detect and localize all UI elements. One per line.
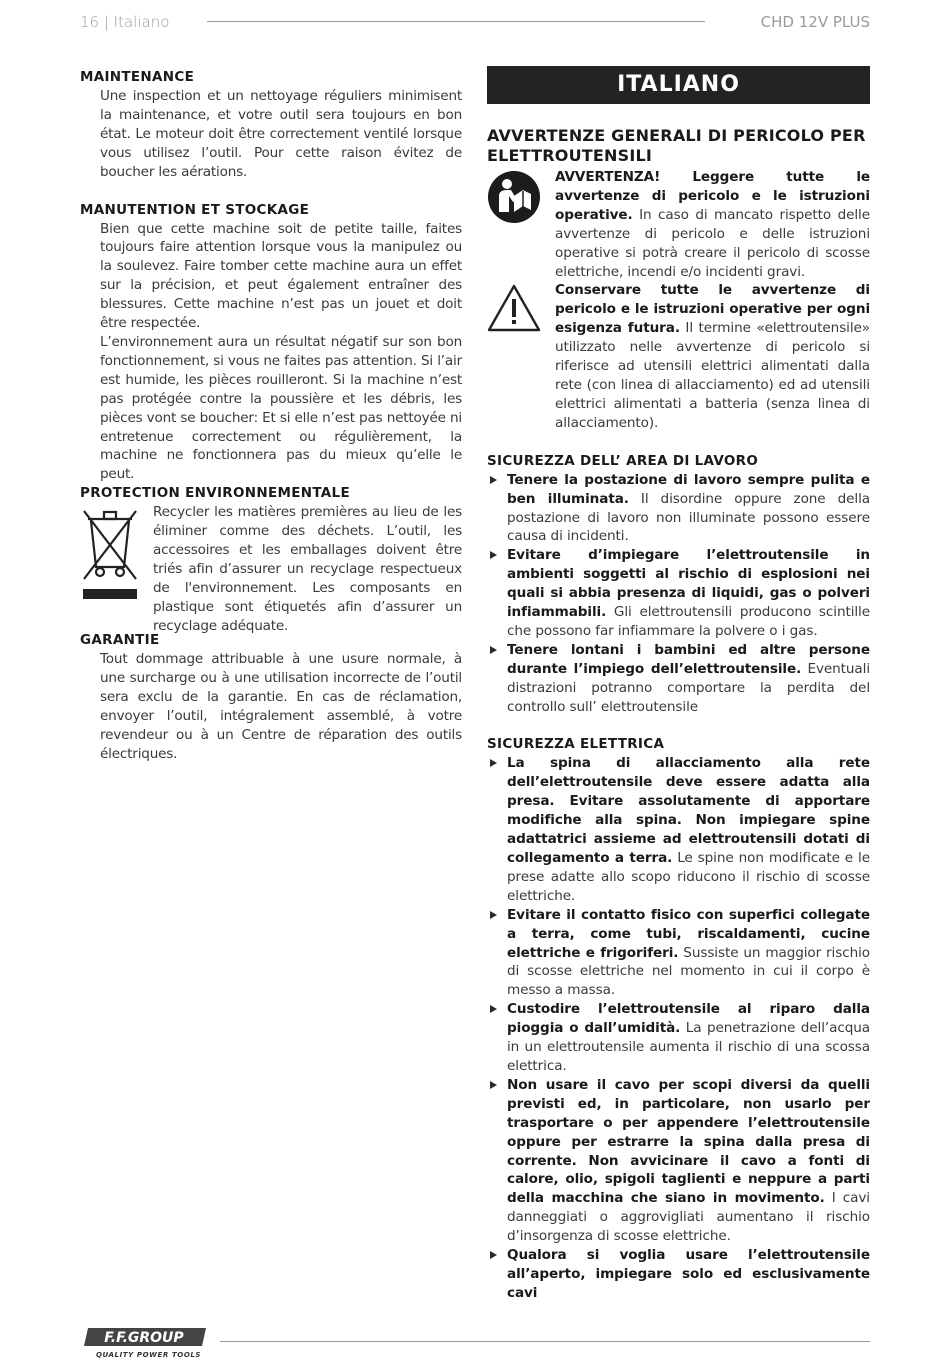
footer-divider (220, 1341, 870, 1342)
bullet-arrow-icon (490, 911, 497, 919)
bullet-arrow-icon (490, 1251, 497, 1259)
maintenance-heading: MAINTENANCE (80, 69, 195, 85)
work-area-heading: SICUREZZA DELL’ AREA DI LAVORO (487, 452, 759, 469)
bullet-arrow-icon (490, 646, 497, 654)
warranty-heading: GARANTIE (80, 632, 160, 649)
environment-text: Recycler les matières premières au lieu de les éliminer comme des déchets. L’outil, les accessoires et les emballages doivent être triés afin d’assurer un recyclage respectueux de l'environnement. Les composants en plastique sont étiquetés afin d’assurer un recyclage adéquate. (153, 504, 462, 634)
general-warnings-heading: AVVERTENZE GENERALI DI PERICOLO PER ELETTROUTENSILI (487, 126, 866, 165)
left-column (80, 68, 462, 764)
list-item: Tenere la postazione di lavoro sempre pulita e ben illuminata. Il disordine oppure zone della postazione di lavoro non illuminate possono essere causa di incidenti. (487, 471, 870, 547)
warning-keep-instructions (487, 281, 870, 432)
list-item: Qualora si voglia usare l’elettroutensile all’aperto, impiegare solo ed esclusivamente cavi (487, 1246, 870, 1303)
bullet-arrow-icon (490, 759, 497, 767)
product-name: CHD 12V PLUS (760, 13, 870, 31)
electrical-safety-heading: SICUREZZA ELETTRICA (487, 736, 665, 753)
right-column (487, 66, 870, 1303)
page-number-label: 16 | Italiano (80, 13, 170, 31)
language-banner: ITALIANO (487, 66, 870, 104)
ffgroup-logo (82, 1327, 208, 1347)
bullet-arrow-icon (490, 1005, 497, 1013)
header-divider (207, 21, 705, 22)
environment-heading: PROTECTION ENVIRONNEMENTALE (80, 485, 350, 502)
warning-1-text: AVVERTENZA! Leggere tutte le avvertenze di pericolo e le istruzioni operative. In caso di mancato rispetto delle avvertenze di pericolo e delle istruzioni operative si potrà creare il pericolo di scosse elettriche, incendi e/o incidenti gravi. (555, 169, 870, 280)
list-item: Evitare il contatto fisico con superfici collegate a terra, come tubi, riscaldamenti, cucine elettriche e frigoriferi. Sussiste un maggior rischio di scosse elettriche nel momento in cui il corpo è messo a massa. (487, 906, 870, 1001)
bullet-arrow-icon (490, 551, 497, 559)
logo-tagline: QUALITY POWER TOOLS (96, 1351, 202, 1359)
handling-text-1: Bien que cette machine soit de petite taille, faites toujours faire attention lorsque vous la manipulez ou la soulevez. Faire tomber cette machine aura un effet sur la précision, et peut également entraîner des blessures. Cette machine n’est pas un jouet et doit être respectée. (100, 220, 462, 332)
list-item: Non usare il cavo per scopi diversi da quelli previsti ed, in particolare, non usarlo per trasportare o per appendere l’elettroutensile oppure per estrarre la spina dalla presa di corrente. Non avvicinare il cavo a fonti di calore, olio, spigoli taglienti e neppure a parti della macchina che siano in movimento. I cavi danneggiati o aggrovigliati aumentano il rischio d’insorgenza di scosse elettriche. (487, 1076, 870, 1246)
handling-heading: MANUTENTION ET STOCKAGE (80, 201, 310, 218)
read-manual-icon (487, 170, 541, 224)
logo-brand-text: F.F.GROUP (104, 1330, 184, 1346)
list-item: Evitare d’impiegare l’elettroutensile in ambienti soggetti al rischio di esplosioni nei quali si abbia presenza di liquidi, gas o polveri infiammabili. Gli elettroutensili producono scintille che possono far infiammare la polvere o i gas. (487, 546, 870, 641)
list-item: La spina di allacciamento alla rete dell’elettroutensile deve essere adatta alla presa. Evitare assolutamente di apportare modifiche alla spina. Non impiegare spine adattatrici assieme ad elettroutensili dotati di collegamento a terra. Le spine non modificate e le prese adatte allo scopo riducono il rischio di scosse elettriche. (487, 754, 870, 905)
maintenance-text: Une inspection et un nettoyage réguliers minimisent la maintenance, et votre outil sera toujours en bon état. Le moteur doit être correctement ventilé lorsque vous utilisez l’outil. Pour cette raison évitez de boucher les aérations. (100, 88, 462, 180)
list-item: Tenere lontani i bambini ed altre persone durante l’impiego dell’elettroutensile. Eventuali distrazioni potranno comportare la perdita del controllo sull’ elettroutensile (487, 641, 870, 717)
warranty-text: Tout dommage attribuable à une usure normale, à une surcharge ou à une utilisation incorrecte de l’outil sera exclu de la garantie. En cas de réclamation, envoyer l’outil, intégralement assemblé, à votre revendeur ou à un Centre de réparation des outils électriques. (100, 651, 462, 762)
weee-crossed-bin-icon (80, 507, 140, 603)
work-area-list (487, 471, 870, 717)
handling-text-2: L’environnement aura un résultat négatif sur son bon fonctionnement, si vous ne faites pas attention. Si l’air est humide, les pièces rouilleront. Si la machine n’est pas protégée contre la poussière et les débris, les pièces vont se boucher: Et si elle n’est pas nettoyée ni entretenue correctement ou régulièrement, la machine ne fonctionnera pas du mieux qu’elle le peut. (100, 333, 462, 483)
warning-2-text: Conservare tutte le avvertenze di pericolo e le istruzioni operative per ogni esigenza futura. Il termine «elettroutensile» utilizzato nelle avvertenze di pericolo si riferisce ad utensili elettrici alimentati dalla rete (con linea di allacciamento) ed ad utensili elettrici alimentati a batteria (senza linea di allacciamento). (555, 282, 871, 431)
bullet-arrow-icon (490, 476, 497, 484)
list-item: Custodire l’elettroutensile al riparo dalla pioggia o dall’umidità. La penetrazione dell’acqua in un elettroutensile aumenta il rischio di una scossa elettrica. (487, 1000, 870, 1076)
warning-triangle-icon (487, 283, 541, 333)
bullet-arrow-icon (490, 1081, 497, 1089)
electrical-safety-list (487, 754, 870, 1302)
warning-read-manual (487, 168, 870, 281)
environment-block (80, 503, 462, 634)
